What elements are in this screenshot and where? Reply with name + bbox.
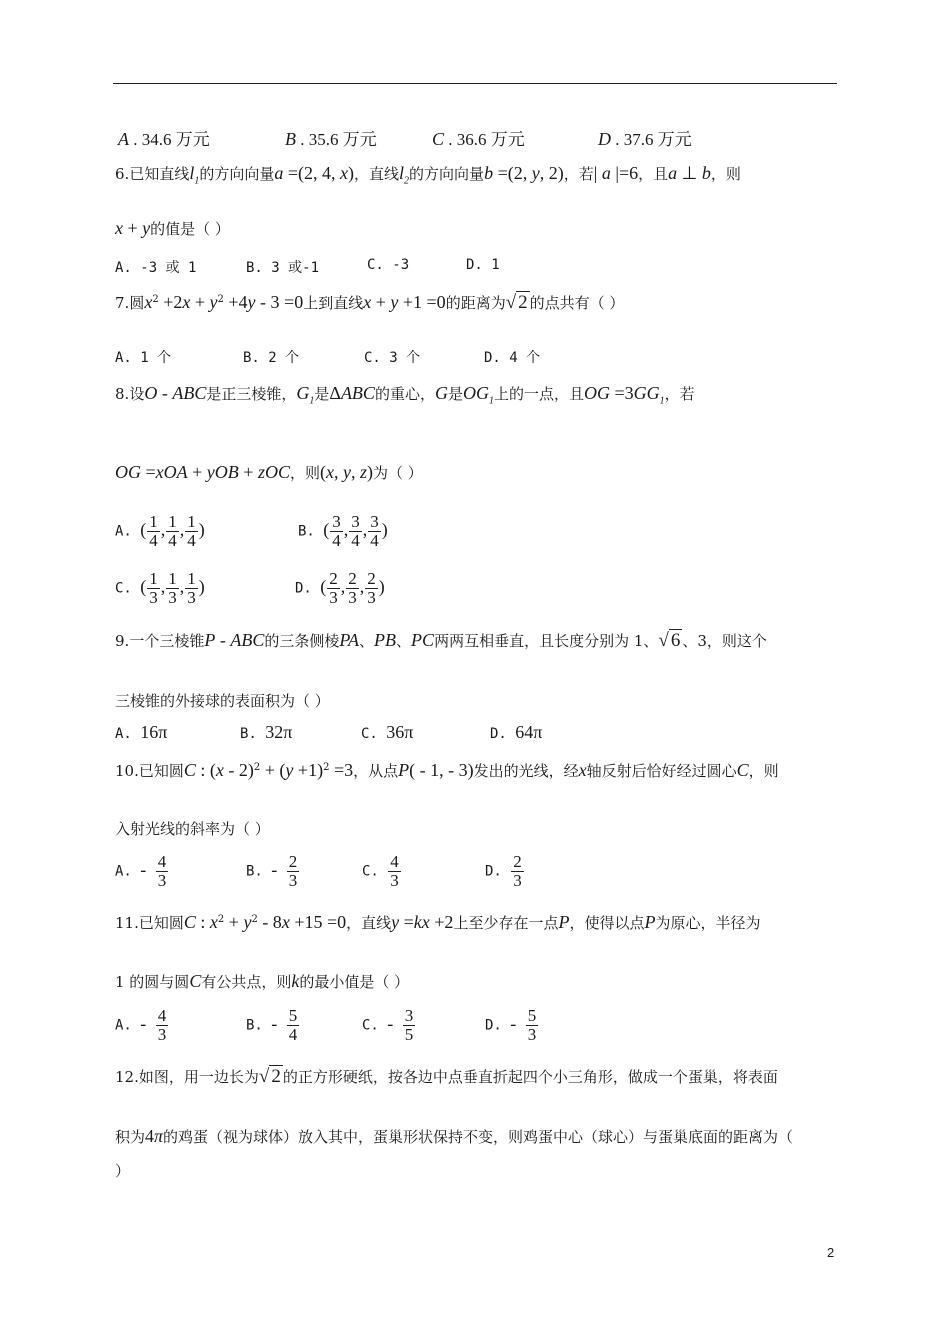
- math: - 2): [223, 760, 254, 780]
- math: y: [391, 912, 400, 932]
- math: z: [359, 462, 367, 482]
- option-value: 64π: [515, 722, 543, 742]
- math: 、: [396, 632, 412, 650]
- prev-option-a-text: 34.6 万元: [141, 130, 210, 149]
- q6-text: ，且: [638, 165, 669, 183]
- option-label: A.: [115, 863, 132, 880]
- q11-text: 的最小值是（ ）: [299, 973, 410, 991]
- math: +: [123, 218, 143, 238]
- q11-text: ，使得以点: [569, 914, 645, 932]
- math: +: [371, 292, 391, 312]
- math: yOB: [206, 462, 239, 482]
- q9-text: 一个三棱锥: [129, 632, 205, 650]
- math: P: [398, 760, 410, 780]
- q10-text: ，从点: [353, 762, 399, 780]
- option-label: C.: [361, 726, 378, 742]
- math: +4: [223, 292, 248, 312]
- q8-text: 是: [447, 385, 463, 403]
- question-7-line1: 7.圆$x^2 +2x + y^2 +4y - 3 =0$上到直线x + y +1 =0的距离为√ 2 的点共有（ ）: [115, 292, 625, 313]
- math: a: [274, 163, 284, 183]
- option-label: B.: [298, 523, 315, 540]
- math: y: [531, 163, 540, 183]
- q10-text: 入射光线的斜率为（ ）: [115, 820, 270, 838]
- math: - 3 =0: [255, 292, 304, 312]
- math: b: [701, 163, 711, 183]
- option-label: C.: [362, 863, 379, 880]
- option-value: 36π: [386, 722, 414, 742]
- math: , 2): [539, 163, 564, 183]
- math: =3: [329, 760, 354, 780]
- q8-option-d: D. ( $\frac{2}{3}$ , $\frac{2}{3}$ , $\frac{2}{3}$ ): [295, 569, 385, 607]
- math: =(2, 4,: [283, 163, 341, 183]
- math: 、: [359, 632, 375, 650]
- sqrt-6: √ 6: [658, 630, 681, 651]
- q9-text: 、3，则这个: [682, 632, 767, 650]
- math: :: [195, 912, 210, 932]
- math: y: [247, 292, 256, 312]
- sqrt-2: √ 2: [505, 292, 528, 313]
- q10-option-d: D. $\frac{2}{3}$: [485, 852, 522, 890]
- q8-text: 的重心，: [374, 385, 435, 403]
- q6-text: 的值是（ ）: [150, 220, 230, 238]
- math: O: [144, 383, 158, 403]
- q8-text: 是: [314, 385, 330, 403]
- math: -: [157, 383, 173, 403]
- math: ): [348, 163, 355, 183]
- question-9-line2: [115, 690, 330, 711]
- math: =3: [609, 383, 634, 403]
- q10-option-b: B. - $\frac{2}{3}$: [246, 852, 298, 890]
- math: ( - 1, - 3): [409, 760, 474, 780]
- math: x: [144, 292, 153, 312]
- q6-text: ，若: [563, 165, 594, 183]
- math: x: [182, 292, 191, 312]
- q11-option-c: C. - $\frac{3}{5}$: [362, 1006, 414, 1044]
- option-value: 16π: [140, 722, 168, 742]
- math: PA: [339, 630, 360, 650]
- math: zOC: [257, 462, 290, 482]
- q12-number: 12.: [115, 1068, 139, 1086]
- math: +1 =0: [398, 292, 446, 312]
- question-11-line2: [115, 971, 409, 992]
- q7-option-b: B. 2 个: [243, 350, 300, 366]
- question-8-line2: [115, 462, 423, 483]
- q9-option-b: [240, 722, 292, 743]
- q10-option-c: C. $\frac{4}{3}$: [362, 852, 399, 890]
- math: +: [224, 912, 244, 932]
- q11-option-b: B. - $\frac{5}{4}$: [246, 1006, 298, 1044]
- q9-text: 三棱锥的外接球的表面积为（ ）: [115, 692, 330, 710]
- q9-number: 9.: [115, 632, 130, 650]
- question-9-line1: [115, 630, 767, 652]
- math: ABC: [340, 383, 375, 403]
- q8-option-a: A. ( $\frac{1}{4}$ , $\frac{1}{4}$ , $\frac{1}{4}$ ): [115, 512, 205, 550]
- math: x: [281, 912, 290, 932]
- q8-text: 是正三棱锥，: [206, 385, 297, 403]
- q10-text: ，则: [748, 762, 779, 780]
- math: x: [340, 163, 349, 183]
- math: k: [291, 971, 300, 991]
- math: =: [141, 462, 156, 482]
- q11-option-d: D. - $\frac{5}{3}$: [485, 1006, 537, 1044]
- q11-text: 上至少存在一点: [453, 914, 559, 932]
- math: P: [644, 912, 656, 932]
- q12-text: 的正方形硬纸，按各边中点垂直折起四个小三角形，做成一个蛋巢，将表面: [282, 1068, 778, 1086]
- math: $G_1$: [296, 383, 315, 407]
- question-12-line2: [115, 1126, 793, 1147]
- q6-option-d: D. 1: [466, 257, 500, 273]
- math: y: [342, 462, 351, 482]
- math: : (: [195, 760, 216, 780]
- math: 4: [145, 1126, 155, 1146]
- q8-text: 设: [129, 385, 145, 403]
- q11-text: ，直线: [346, 914, 392, 932]
- question-8-line1: [115, 383, 695, 407]
- math: y: [142, 218, 151, 238]
- q11-number: 11.: [115, 914, 139, 932]
- math: C: [183, 912, 196, 932]
- math: ABC: [230, 630, 265, 650]
- option-label: C.: [362, 1017, 379, 1034]
- q8-text: ，则: [289, 464, 320, 482]
- math: PB: [374, 630, 397, 650]
- q11-option-a: A. - $\frac{4}{3}$: [115, 1006, 167, 1044]
- math: ,: [350, 462, 360, 482]
- option-label: A.: [115, 1017, 132, 1034]
- option-label: D.: [490, 726, 507, 742]
- q6-option-b: B. 3 或-1: [246, 260, 320, 276]
- math: x: [325, 462, 334, 482]
- math: x: [215, 760, 224, 780]
- math: -: [215, 630, 231, 650]
- math: - 8: [257, 912, 282, 932]
- math: $GG_1$: [633, 383, 665, 407]
- q6-option-a: A. -3 或 1: [115, 260, 197, 276]
- math: x: [115, 218, 123, 238]
- math: ,: [333, 462, 343, 482]
- q10-text: 发出的光线，经: [473, 762, 579, 780]
- question-12-line3: [115, 1160, 130, 1181]
- sqrt-2: √ 2: [258, 1066, 281, 1087]
- math: PC: [411, 630, 435, 650]
- q7-number: 7.: [115, 294, 130, 312]
- q11-text: 有公共点，则: [201, 973, 292, 991]
- prev-option-a: A . 34.6 万元: [118, 129, 210, 149]
- math: a: [601, 163, 611, 183]
- math: +: [190, 292, 210, 312]
- question-6-line2: [115, 218, 230, 239]
- math: π: [154, 1126, 164, 1146]
- q8-text: 为（ ）: [372, 464, 423, 482]
- math: x: [363, 292, 372, 312]
- prev-option-b-text: 35.6 万元: [308, 130, 377, 149]
- prev-option-c: C . 36.6 万元: [432, 129, 525, 149]
- math: ABC: [172, 383, 207, 403]
- q8-text: 上的一点，且: [493, 385, 584, 403]
- math: =: [399, 912, 414, 932]
- math: a: [668, 163, 678, 183]
- q10-number: 10.: [115, 762, 139, 780]
- q7-option-c: C. 3 个: [364, 350, 421, 366]
- math: + (: [260, 760, 286, 780]
- q11-text: 1 的圆与圆: [115, 973, 190, 991]
- q12-text: 如图，用一边长为: [138, 1068, 259, 1086]
- option-label: B.: [246, 1017, 263, 1034]
- math: |=6: [610, 163, 639, 183]
- q10-text: 轴反射后恰好经过圆心: [586, 762, 737, 780]
- math: x: [209, 912, 218, 932]
- q8-option-b: B. ( $\frac{3}{4}$ , $\frac{3}{4}$ , $\frac{3}{4}$ ): [298, 512, 388, 550]
- math: Δ: [329, 383, 341, 403]
- q12-text: ）: [115, 1162, 131, 1180]
- math: =(2,: [493, 163, 532, 183]
- q6-text: 的方向向量: [409, 165, 485, 183]
- option-label: B.: [246, 863, 263, 880]
- q12-text: 的鸡蛋（视为球体）放入其中，蛋巢形状保持不变，则鸡蛋中心（球心）与蛋巢底面的距离为（: [163, 1128, 794, 1146]
- math: C: [183, 760, 196, 780]
- math: b: [484, 163, 494, 183]
- question-10-line1: 10.已知圆C : $(x - 2)^2 + (y +1)^2 =3$，从点P( - 1, - 3)发出的光线，经x轴反射后恰好经过圆心C，则: [115, 760, 779, 780]
- option-label: A.: [115, 523, 132, 540]
- question-11-line1: 11.已知圆C : $x^2 + y^2 - 8x +15 =0$，直线y =kx +2上至少存在一点P，使得以点P为原心，半径为: [115, 912, 761, 932]
- q7-text: 的距离为: [445, 294, 506, 312]
- page-number: 2: [827, 1245, 835, 1260]
- math: |: [593, 163, 602, 183]
- math: $l_2$: [399, 163, 410, 187]
- q10-text: 已知圆: [138, 762, 184, 780]
- header-rule: [113, 83, 837, 84]
- q9-option-c: [361, 722, 413, 743]
- q9-text: 两两互相垂直，且长度分别为 1、: [434, 632, 659, 650]
- math: +1): [293, 760, 324, 780]
- math: +: [238, 462, 258, 482]
- math: (: [319, 462, 326, 482]
- question-6-line1: [115, 163, 741, 187]
- q6-text: ，则: [710, 165, 741, 183]
- option-label: D.: [295, 580, 312, 597]
- q7-text: 上到直线: [303, 294, 364, 312]
- q6-text: ，直线: [354, 165, 400, 183]
- q12-text: 积为: [115, 1128, 146, 1146]
- q10-option-a: A. - $\frac{4}{3}$: [115, 852, 167, 890]
- math: G: [434, 383, 448, 403]
- q6-option-c: C. -3: [367, 257, 410, 273]
- q11-text: 为原心，半径为: [655, 914, 761, 932]
- q7-text: 圆: [129, 294, 145, 312]
- q8-number: 8.: [115, 385, 130, 403]
- question-12-line1: [115, 1066, 778, 1088]
- q9-option-a: [115, 722, 167, 743]
- q8-text: ，若: [664, 385, 695, 403]
- math: $OG_1$: [462, 383, 494, 407]
- q9-option-d: [490, 722, 542, 743]
- math: +2: [429, 912, 454, 932]
- math: y: [390, 292, 399, 312]
- math: $l_1$: [189, 163, 200, 187]
- math: y: [285, 760, 294, 780]
- q7-text: 的点共有（ ）: [529, 294, 625, 312]
- math: ): [366, 462, 373, 482]
- question-10-line2: [115, 818, 270, 839]
- option-label: C.: [115, 580, 132, 597]
- math: P: [558, 912, 570, 932]
- q7-option-d: D. 4 个: [484, 350, 541, 366]
- math: +: [187, 462, 207, 482]
- prev-option-b: B . 35.6 万元: [285, 129, 377, 149]
- math: C: [736, 760, 749, 780]
- math: y: [243, 912, 252, 932]
- prev-option-c-text: 36.6 万元: [456, 130, 525, 149]
- math: ⊥: [677, 163, 702, 183]
- q6-text: 的方向向量: [199, 165, 275, 183]
- math: kx: [413, 912, 430, 932]
- option-value: 32π: [265, 722, 293, 742]
- q11-text: 已知圆: [138, 914, 184, 932]
- math: C: [189, 971, 202, 991]
- math: P: [204, 630, 216, 650]
- option-label: A.: [115, 726, 132, 742]
- math: OG: [115, 462, 141, 482]
- math: xOA: [155, 462, 188, 482]
- option-label: D.: [485, 1017, 502, 1034]
- q8-option-c: C. ( $\frac{1}{3}$ , $\frac{1}{3}$ , $\frac{1}{3}$ ): [115, 569, 205, 607]
- math: x: [578, 760, 587, 780]
- option-label: D.: [485, 863, 502, 880]
- math: OG: [583, 383, 610, 403]
- q6-number: 6.: [115, 165, 130, 183]
- prev-option-d-text: 37.6 万元: [623, 130, 692, 149]
- q9-text: 的三条侧棱: [264, 632, 340, 650]
- math: y: [209, 292, 218, 312]
- math: +15 =0: [289, 912, 347, 932]
- math: +2: [158, 292, 183, 312]
- q7-option-a: A. 1 个: [115, 350, 172, 366]
- q6-text: 已知直线: [129, 165, 190, 183]
- prev-option-d: D . 37.6 万元: [598, 129, 692, 149]
- option-label: B.: [240, 726, 257, 742]
